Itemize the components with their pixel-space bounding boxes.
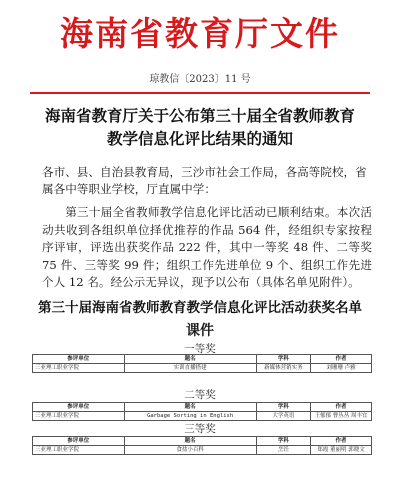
table-header-row bbox=[33, 437, 372, 446]
red-divider-line bbox=[30, 92, 370, 94]
table-row bbox=[33, 412, 372, 421]
cell-unit: 三亚理工职业学院 bbox=[33, 364, 125, 373]
notice-title-line-2: 教学信息化评比结果的通知 bbox=[106, 129, 293, 148]
column-header-author: 作者 bbox=[310, 403, 371, 412]
cell-title: Garbage Sorting in English bbox=[124, 412, 256, 421]
award-list-title: 第三十届海南省教师教育教学信息化评比活动获奖名单 bbox=[38, 300, 362, 316]
cell-title: 食盐小百科 bbox=[124, 446, 256, 455]
cell-unit: 三亚理工职业学院 bbox=[33, 412, 125, 421]
table-row bbox=[33, 446, 372, 455]
table-header-row bbox=[33, 403, 372, 412]
column-header-title: 题名 bbox=[124, 403, 256, 412]
cell-subject: 新媒体营销实务 bbox=[256, 364, 310, 373]
column-header-subject: 学科 bbox=[256, 403, 310, 412]
prize-heading-third: 三等奖 bbox=[184, 423, 216, 435]
notice-title bbox=[20, 104, 380, 150]
notice-salutation: 各市、县、自治县教育局，三沙市社会工作局，各高等院校，省属各中等职业学校，厅直属中学： bbox=[42, 165, 367, 196]
cell-subject: 烹饪 bbox=[256, 446, 310, 455]
column-header-author: 作者 bbox=[310, 355, 371, 364]
award-table-first bbox=[32, 354, 372, 373]
prize-heading-first: 一等奖 bbox=[184, 343, 216, 355]
table-header-row bbox=[33, 355, 372, 364]
column-header-title: 题名 bbox=[124, 355, 256, 364]
column-header-title: 题名 bbox=[124, 437, 256, 446]
column-header-unit: 参评单位 bbox=[33, 355, 125, 364]
cell-unit: 三亚理工职业学院 bbox=[33, 446, 125, 455]
column-header-subject: 学科 bbox=[256, 437, 310, 446]
masthead-title: 海南省教育厅文件 bbox=[60, 14, 340, 53]
column-header-subject: 学科 bbox=[256, 355, 310, 364]
column-header-unit: 参评单位 bbox=[33, 403, 125, 412]
cell-author: 刘珊珊 卢雅 bbox=[310, 364, 371, 373]
document-number: 琼教信〔2023〕11 号 bbox=[149, 74, 251, 85]
prize-heading-second: 二等奖 bbox=[184, 389, 216, 401]
column-header-unit: 参评单位 bbox=[33, 437, 125, 446]
notice-title-line-1: 海南省教育厅关于公布第三十届全省教师教育 bbox=[44, 106, 355, 125]
award-table-second bbox=[32, 402, 372, 421]
cell-author: 王郁郁 曹丛丛 周丰宜 bbox=[310, 412, 371, 421]
award-section-heading: 课件 bbox=[186, 323, 214, 339]
table-row bbox=[33, 364, 372, 373]
cell-subject: 大学英语 bbox=[256, 412, 310, 421]
cell-author: 郑霞 董丽明 郭晓文 bbox=[310, 446, 371, 455]
award-table-third bbox=[32, 436, 372, 455]
column-header-author: 作者 bbox=[310, 437, 371, 446]
notice-body: 第三十届全省教师教学信息化评比活动已顺利结束。本次活动共收到各组织单位择优推荐的作品 564 件，经组织专家按程序评审，评选出获奖作品 222 件，其中一等奖 48 件、二等奖 75 件、三等奖 99 件；组织工作先进单位 9 个、组织工作先进个人 12 名。经公示无异议，现予以公布（具体名单见附件）。 bbox=[42, 205, 372, 289]
cell-title: 实训直播搭建 bbox=[124, 364, 256, 373]
